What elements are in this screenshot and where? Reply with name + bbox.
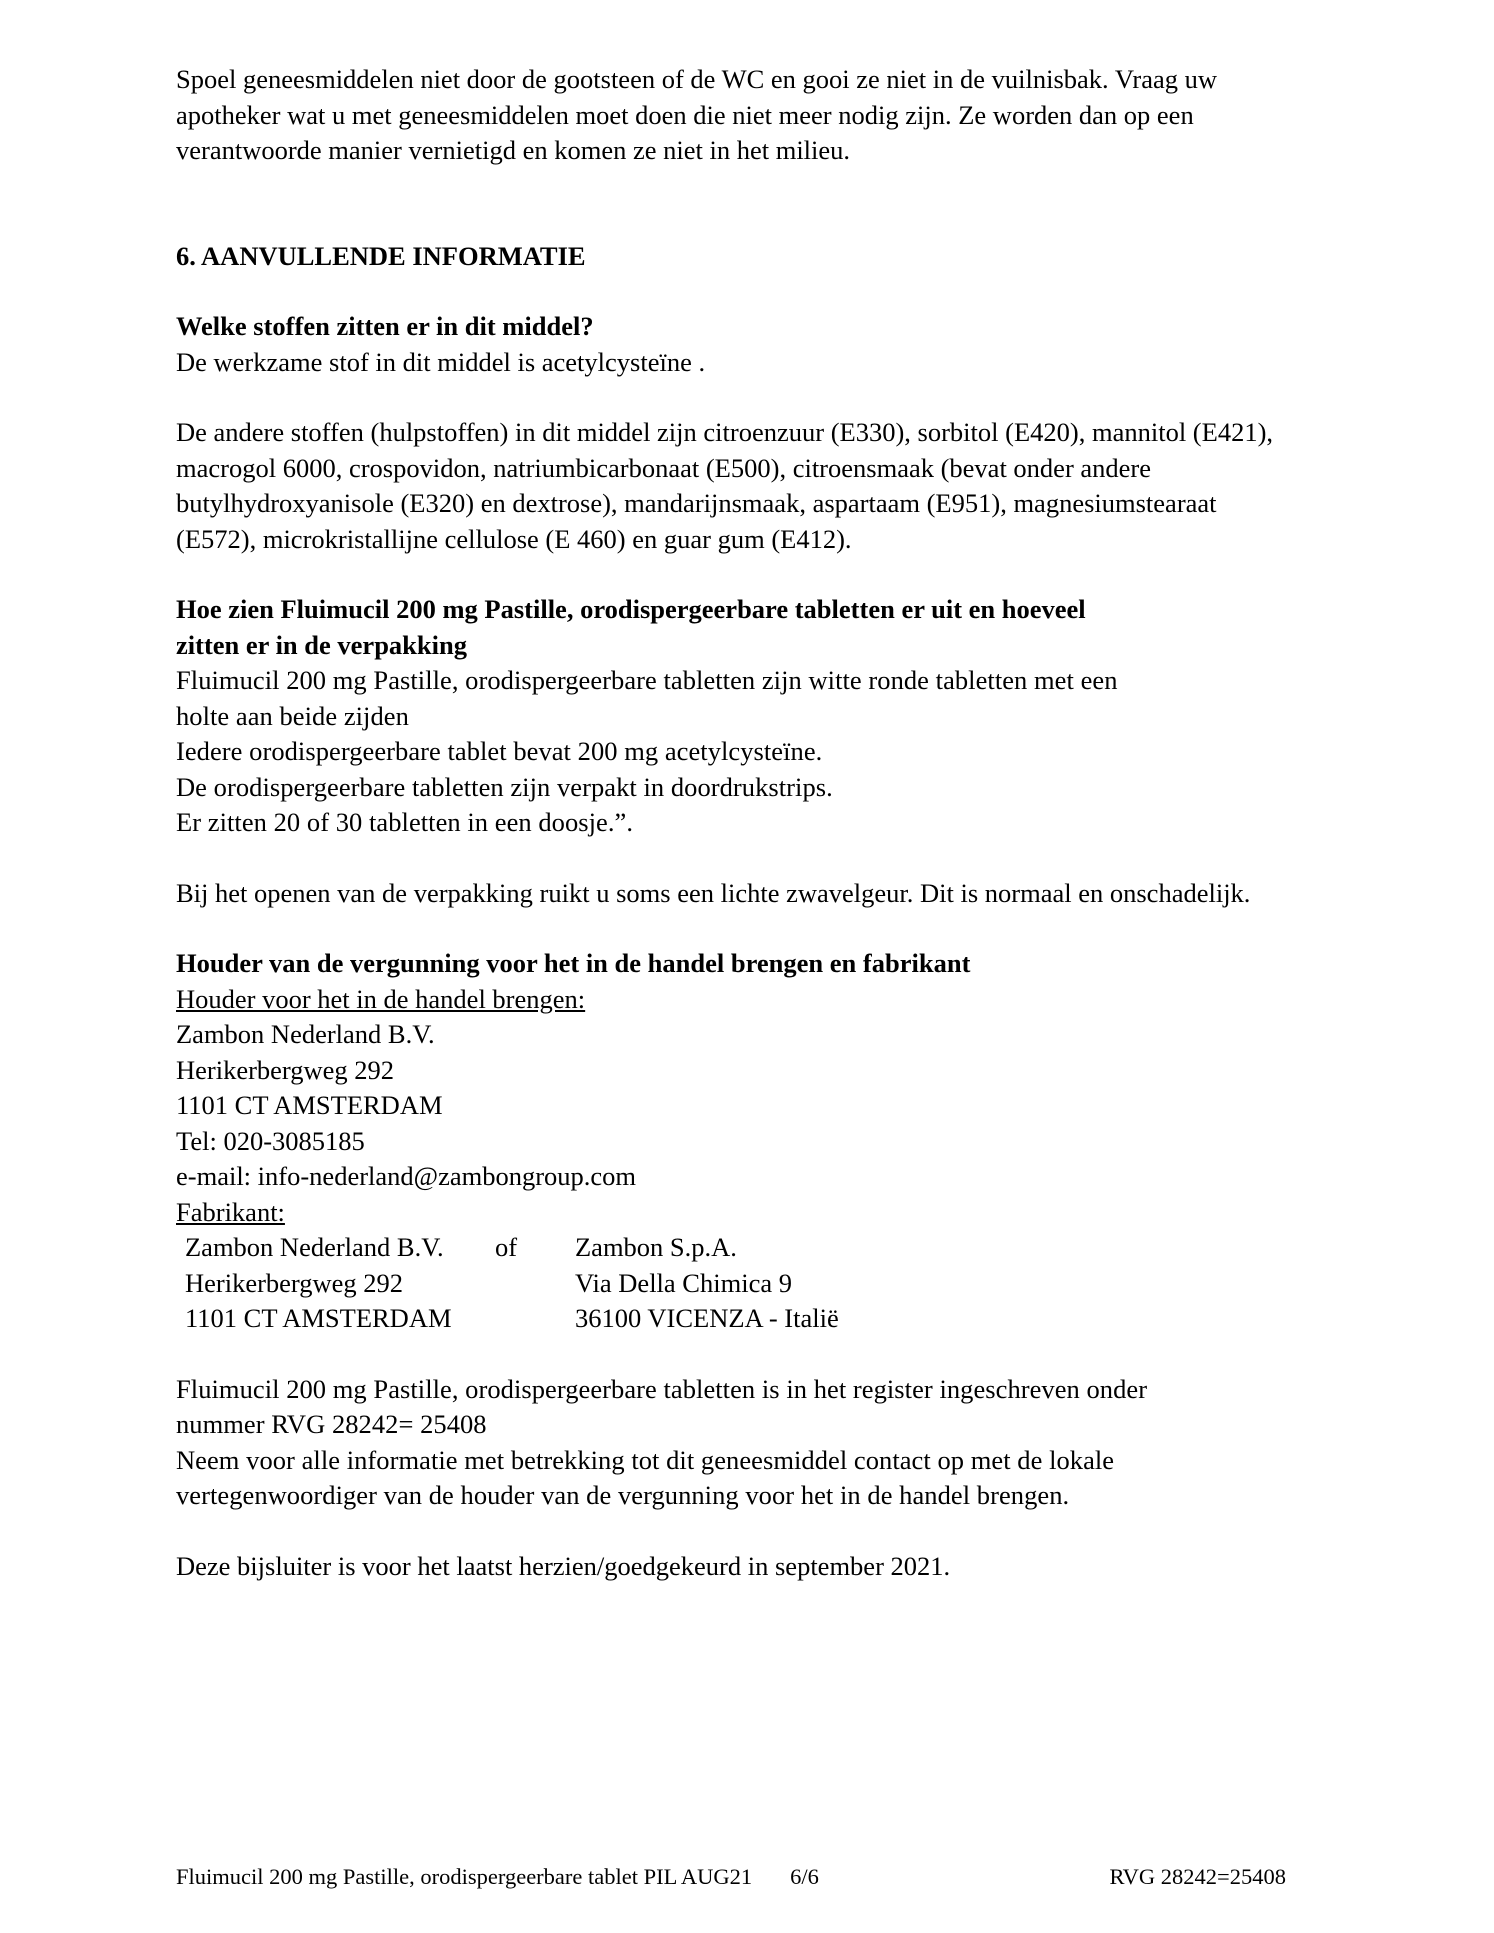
registration-line-4: vertegenwoordiger van de houder van de vergunning voor het in de handel brengen. [176,1480,1070,1510]
revision-date-text: Deze bijsluiter is voor het laatst herzien/goedgekeurd in september 2021. [176,1550,951,1581]
table-row [176,1266,839,1302]
holder-label: Houder voor het in de handel brengen: [176,983,586,1014]
manufacturer-spacer [495,1266,575,1302]
holder-email-line: e-mail: info-nederland@zambongroup.com [176,1161,637,1191]
smell-note-paragraph: Bij het openen van de verpakking ruikt u soms een lichte zwavelgeur. Dit is normaal en onschadelijk. [176,877,1251,908]
spacer [176,1337,1281,1372]
appearance-line-3: Iedere orodispergeerbare tablet bevat 200 mg acetylcysteïne. [176,736,823,766]
spacer [176,169,1281,239]
holder-address-line: 1101 CT AMSTERDAM [176,1090,443,1120]
registration-line-3: Neem voor alle informatie met betrekking tot dit geneesmiddel contact op met de lokale [176,1444,1115,1475]
table-row [176,1301,839,1337]
holder-address-line: Zambon Nederland B.V. [176,1019,435,1049]
manufacturer-right-line: 36100 VICENZA - Italië [575,1303,839,1333]
page-footer [176,1862,1286,1892]
authorisation-heading: Houder van de vergunning voor het in de handel brengen en fabrikant [176,948,971,978]
manufacturer-label: Fabrikant: [176,1196,285,1227]
appearance-line-5: Er zitten 20 of 30 tabletten in een doosje.”. [176,807,634,837]
holder-phone-line: Tel: 020-3085185 [176,1125,365,1156]
appearance-line-4: De orodispergeerbare tabletten zijn verpakt in doordrukstrips. [176,771,833,802]
footer-page-number: 6/6 [790,1864,819,1889]
appearance-heading-line-1: Hoe zien Fluimucil 200 mg Pastille, orodispergeerbare tabletten er uit en hoeveel [176,594,1086,624]
footer-row [176,1862,1286,1892]
spacer [176,274,1281,309]
page-content [176,62,1281,1584]
registration-block [176,1372,1281,1514]
manufacturer-right-line: Zambon S.p.A. [575,1232,737,1262]
footer-document-title: Fluimucil 200 mg Pastille, orodispergeerbare tablet PIL AUG21 [176,1864,753,1889]
holder-address-block [176,1017,1281,1195]
manufacturer-right-line: Via Della Chimica 9 [575,1267,792,1298]
holder-address-line: Herikerbergweg 292 [176,1054,395,1085]
active-substance-text: De werkzame stof in dit middel is acetylcysteïne . [176,346,706,377]
appearance-heading-line-2: zitten er in de verpakking [176,629,468,660]
spacer [176,1514,1281,1549]
registration-line-2: nummer RVG 28242= 25408 [176,1409,487,1439]
manufacturer-spacer [495,1301,575,1337]
disposal-paragraph: Spoel geneesmiddelen niet door de gootsteen of de WC en gooi ze niet in de vuilnisbak. Vraag uw apotheker wat u met geneesmiddelen moet doen die niet meer nodig zijn. Ze worden dan op een verantwoorde manier vernietigd en komen ze niet in het milieu. [176,64,1217,165]
spacer [176,841,1281,876]
spacer [176,911,1281,946]
appearance-line-2: holte aan beide zijden [176,700,409,731]
manufacturer-table [176,1230,839,1337]
manufacturer-left-line: Herikerbergweg 292 [185,1267,404,1298]
manufacturer-left-line: Zambon Nederland B.V. [185,1232,444,1262]
appearance-line-1: Fluimucil 200 mg Pastille, orodispergeerbare tabletten zijn witte ronde tabletten met een [176,665,1118,695]
spacer [176,380,1281,415]
section-6-heading: 6. AANVULLENDE INFORMATIE [176,240,586,271]
substances-heading: Welke stoffen zitten er in dit middel? [176,311,594,341]
excipients-text: De andere stoffen (hulpstoffen) in dit middel zijn citroenzuur (E330), sorbitol (E420), mannitol (E421), macrogol 6000, crospovidon, natriumbicarbonaat (E500), citroensmaak (bevat onder andere butylhydroxyanisole (E320) en dextrose), mandarijnsmaak, aspartaam (E951), magnesiumstearaat (E572), microkristallijne cellulose (E 460) en guar gum (E412). [176,417,1274,554]
spacer [176,557,1281,592]
registration-line-1: Fluimucil 200 mg Pastille, orodispergeerbare tabletten is in het register ingeschreven onder [176,1373,1148,1404]
appearance-description [176,663,1281,841]
manufacturer-conjunction: of [495,1232,518,1262]
table-row [176,1230,839,1266]
manufacturer-left-line: 1101 CT AMSTERDAM [185,1303,452,1333]
footer-rvg-number: RVG 28242=25408 [1109,1864,1286,1889]
